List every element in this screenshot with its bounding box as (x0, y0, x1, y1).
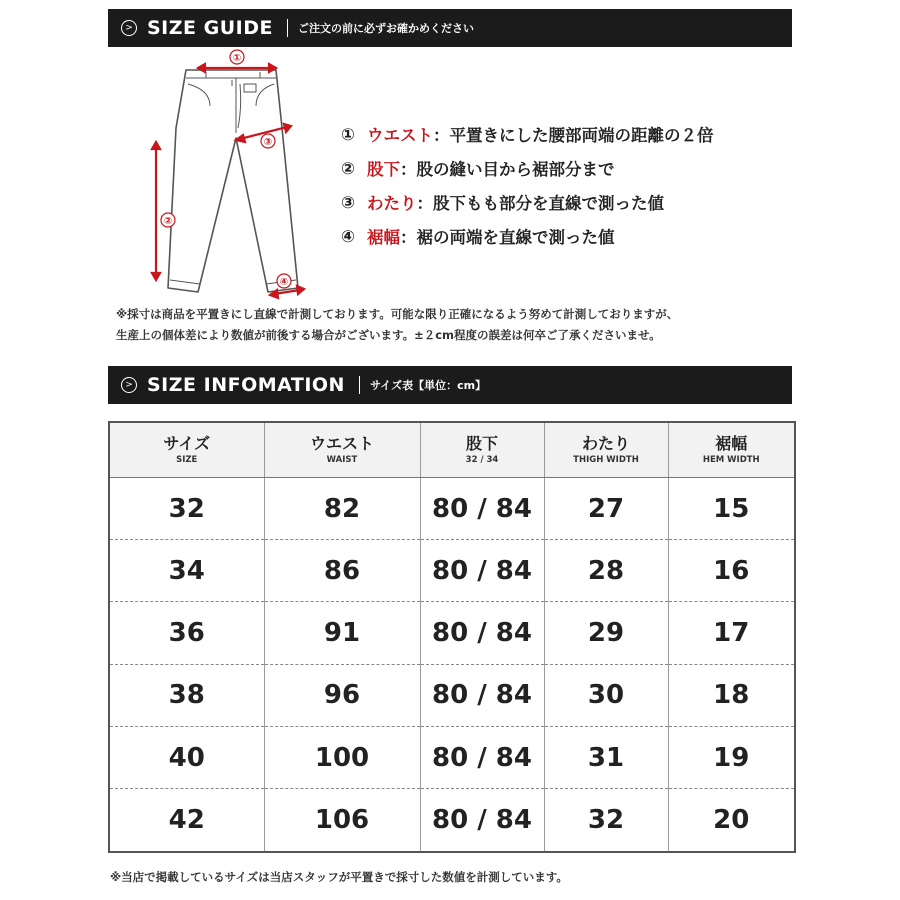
legend-term: わたり (367, 194, 417, 213)
legend-description: ：股下もも部分を直線で測った値 (416, 194, 664, 213)
table-cell: 32 (109, 478, 264, 540)
size-info-banner (108, 366, 792, 404)
column-header-en: SIZE (176, 454, 198, 465)
column-header-jp: 裾幅 (715, 433, 748, 453)
table-cell: 80 / 84 (420, 789, 544, 852)
legend-description: ：股の縫い目から裾部分まで (400, 160, 615, 179)
legend-item (341, 117, 714, 151)
column-header (544, 422, 668, 478)
legend-term: ウエスト (367, 126, 433, 145)
size-info-subtitle: サイズ表【単位：cm】 (369, 379, 487, 392)
marker-thigh: ③ (263, 137, 273, 148)
column-header (420, 422, 544, 478)
column-header-en: HEM WIDTH (702, 454, 760, 465)
table-cell: 27 (544, 478, 668, 540)
column-header-jp: ウエスト (309, 433, 374, 453)
table-cell: 80 / 84 (420, 478, 544, 540)
table-cell: 80 / 84 (420, 540, 544, 602)
table-cell: 100 (264, 726, 420, 788)
measurement-legend (341, 117, 714, 253)
column-header (668, 422, 795, 478)
size-guide-subtitle: ご注文の前に必ずお確かめください (297, 22, 474, 35)
table-cell: 20 (713, 805, 750, 836)
legend-number: ① (341, 124, 355, 144)
table-cell: 96 (264, 664, 420, 726)
marker-inseam: ② (163, 216, 173, 227)
table-footnote: ※当店で掲載しているサイズは当店スタッフが平置きで採寸した数値を計測しています。 (110, 870, 568, 884)
chevron-right-circle-icon: > (121, 377, 137, 393)
size-guide-banner (108, 9, 792, 47)
table-cell: 28 (544, 540, 668, 602)
legend-term: 股下 (367, 160, 400, 179)
legend-item (341, 151, 714, 185)
table-row (109, 664, 795, 726)
size-info-title: SIZE INFOMATION (147, 374, 345, 396)
table-cell: 30 (544, 664, 668, 726)
legend-description: ：裾の両端を直線で測った値 (400, 228, 615, 247)
table-cell: 80 / 84 (420, 664, 544, 726)
table-row (109, 726, 795, 788)
legend-number: ④ (341, 226, 355, 246)
table-cell: 36 (109, 602, 264, 664)
legend-number: ② (341, 158, 355, 178)
table-cell: 91 (264, 602, 420, 664)
banner-divider (359, 376, 360, 394)
banner-divider (287, 19, 288, 37)
measurement-note-line2: 生産上の個体差により数値が前後する場合がございます。±２cm程度の誤差は何卒ご了承くださいませ。 (116, 328, 661, 342)
legend-number: ③ (341, 192, 355, 212)
table-cell: 42 (109, 789, 264, 852)
table-cell: 17 (668, 602, 795, 664)
legend-item (341, 185, 714, 219)
table-cell: 19 (668, 726, 795, 788)
column-header-en: 32 / 34 (465, 454, 499, 465)
table-cell: 38 (109, 664, 264, 726)
table-cell: 80 / 84 (420, 602, 544, 664)
measurement-note-line1: ※採寸は商品を平置きにし直線で計測しております。可能な限り正確になるよう努めて計測しておりますが、 (116, 307, 679, 321)
table-cell: 29 (544, 602, 668, 664)
table-cell: 18 (668, 664, 795, 726)
pants-diagram (148, 48, 318, 300)
column-header-jp: サイズ (163, 433, 211, 453)
legend-term: 裾幅 (367, 228, 400, 247)
table-row (109, 478, 795, 540)
column-header (264, 422, 420, 478)
table-cell: 16 (668, 540, 795, 602)
column-header (109, 422, 264, 478)
marker-hem: ④ (279, 277, 289, 288)
table-cell: 80 / 84 (420, 726, 544, 788)
table-row (109, 789, 795, 852)
column-header-en: THIGH WIDTH (573, 454, 639, 465)
table-cell: 31 (544, 726, 668, 788)
table-cell: 34 (109, 540, 264, 602)
size-guide-title: SIZE GUIDE (147, 17, 273, 39)
size-table (108, 421, 796, 853)
table-cell: 40 (109, 726, 264, 788)
table-row (109, 602, 795, 664)
table-header-row (109, 422, 795, 478)
table-row (109, 540, 795, 602)
column-header-jp: わたり (581, 433, 630, 453)
marker-waist: ① (232, 53, 242, 64)
column-header-jp: 股下 (465, 433, 498, 453)
table-cell: 86 (264, 540, 420, 602)
table-cell: 15 (668, 478, 795, 540)
table-cell: 106 (264, 789, 420, 852)
table-cell: 82 (264, 478, 420, 540)
chevron-right-circle-icon: > (121, 20, 137, 36)
legend-description: ：平置きにした腰部両端の距離の２倍 (433, 126, 714, 145)
legend-item (341, 219, 714, 253)
column-header-en: WAIST (326, 454, 358, 465)
table-cell: 32 (544, 789, 668, 852)
